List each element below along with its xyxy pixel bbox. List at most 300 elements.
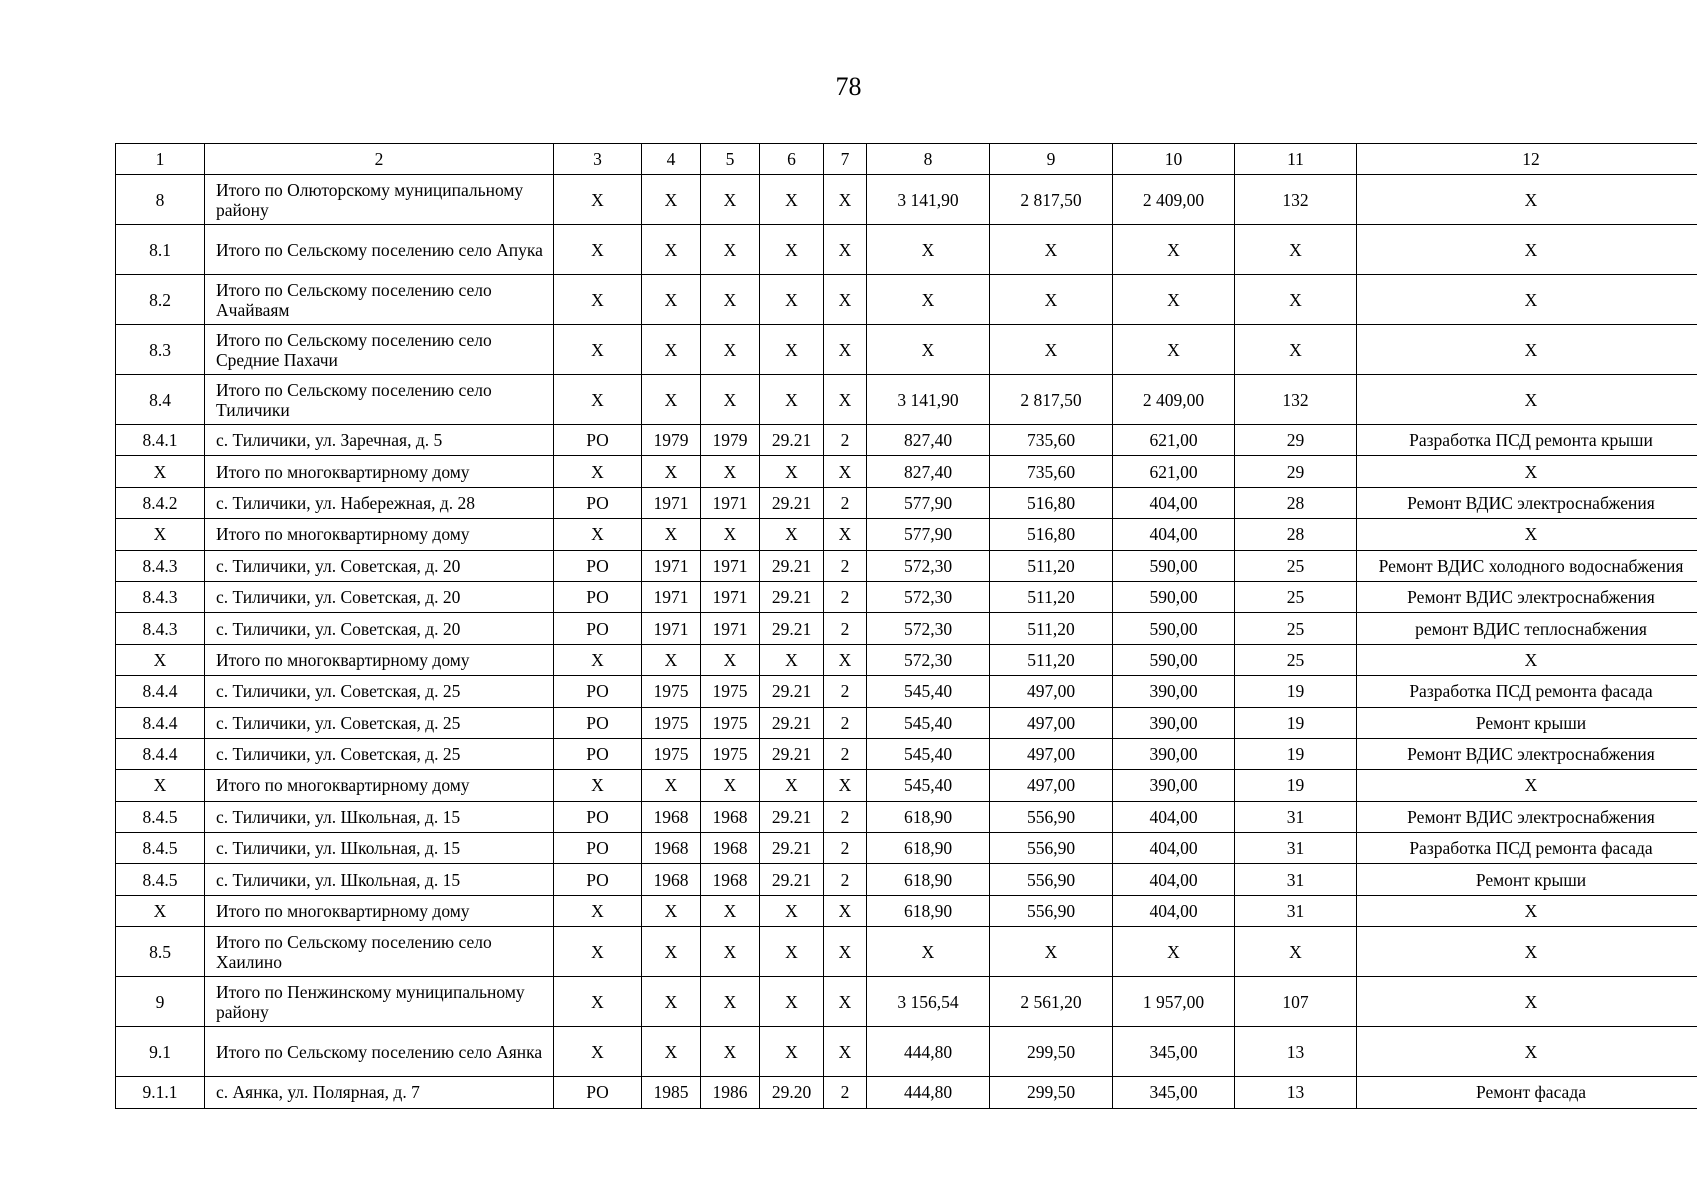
- floors-cell: 2: [824, 833, 867, 864]
- year-commissioned-cell: X: [701, 927, 760, 977]
- living-area-cell: 511,20: [990, 644, 1113, 675]
- table-row: [116, 487, 1697, 518]
- address-cell: с. Тиличики, ул. Заречная, д. 5: [205, 425, 554, 456]
- year-commissioned-cell: 1968: [701, 833, 760, 864]
- residential-area-cell: 404,00: [1113, 864, 1235, 895]
- table-row: [116, 550, 1697, 581]
- total-area-cell: 3 156,54: [867, 977, 990, 1027]
- code-cell: 29.21: [760, 707, 824, 738]
- header-cell: 10: [1113, 144, 1235, 175]
- work-type-cell: X: [1357, 325, 1697, 375]
- residents-cell: 19: [1235, 738, 1357, 769]
- header-cell: 1: [116, 144, 205, 175]
- floors-cell: X: [824, 770, 867, 801]
- floors-cell: 2: [824, 425, 867, 456]
- work-type-cell: X: [1357, 275, 1697, 325]
- work-type-cell: X: [1357, 1027, 1697, 1077]
- table-row: [116, 864, 1697, 895]
- code-cell: X: [760, 770, 824, 801]
- code-cell: 29.21: [760, 613, 824, 644]
- table-row: [116, 770, 1697, 801]
- header-cell: 11: [1235, 144, 1357, 175]
- row-number-cell: X: [116, 644, 205, 675]
- work-type-cell: X: [1357, 644, 1697, 675]
- residents-cell: 31: [1235, 864, 1357, 895]
- total-area-cell: 618,90: [867, 895, 990, 926]
- work-type-cell: Разработка ПСД ремонта фасада: [1357, 676, 1697, 707]
- code-cell: X: [760, 519, 824, 550]
- method-cell: X: [554, 175, 642, 225]
- floors-cell: X: [824, 325, 867, 375]
- address-cell: с. Тиличики, ул. Набережная, д. 28: [205, 487, 554, 518]
- code-cell: X: [760, 895, 824, 926]
- code-cell: X: [760, 375, 824, 425]
- address-cell: с. Тиличики, ул. Школьная, д. 15: [205, 801, 554, 832]
- total-area-cell: 3 141,90: [867, 375, 990, 425]
- living-area-cell: X: [990, 275, 1113, 325]
- year-built-cell: 1968: [642, 864, 701, 895]
- living-area-cell: 735,60: [990, 456, 1113, 487]
- total-area-cell: 444,80: [867, 1027, 990, 1077]
- method-cell: РО: [554, 550, 642, 581]
- method-cell: РО: [554, 613, 642, 644]
- floors-cell: X: [824, 275, 867, 325]
- header-cell: 12: [1357, 144, 1697, 175]
- table-row: [116, 1077, 1697, 1108]
- residents-cell: X: [1235, 325, 1357, 375]
- table-row: [116, 801, 1697, 832]
- total-area-cell: 545,40: [867, 738, 990, 769]
- year-built-cell: 1985: [642, 1077, 701, 1108]
- residents-cell: 132: [1235, 175, 1357, 225]
- floors-cell: X: [824, 519, 867, 550]
- method-cell: РО: [554, 833, 642, 864]
- residential-area-cell: 390,00: [1113, 707, 1235, 738]
- year-commissioned-cell: X: [701, 275, 760, 325]
- year-commissioned-cell: 1975: [701, 676, 760, 707]
- address-cell: Итого по Сельскому поселению село Тиличики: [205, 375, 554, 425]
- living-area-cell: 516,80: [990, 519, 1113, 550]
- table-row: [116, 519, 1697, 550]
- method-cell: РО: [554, 581, 642, 612]
- table-row: [116, 1027, 1697, 1077]
- residents-cell: 29: [1235, 425, 1357, 456]
- year-commissioned-cell: 1979: [701, 425, 760, 456]
- row-number-cell: 8.4: [116, 375, 205, 425]
- code-cell: X: [760, 325, 824, 375]
- residential-area-cell: X: [1113, 225, 1235, 275]
- year-built-cell: 1971: [642, 613, 701, 644]
- address-cell: с. Тиличики, ул. Школьная, д. 15: [205, 833, 554, 864]
- residents-cell: 19: [1235, 707, 1357, 738]
- year-commissioned-cell: 1971: [701, 581, 760, 612]
- residential-area-cell: X: [1113, 325, 1235, 375]
- year-commissioned-cell: X: [701, 325, 760, 375]
- code-cell: X: [760, 927, 824, 977]
- table-row: [116, 738, 1697, 769]
- year-commissioned-cell: 1975: [701, 738, 760, 769]
- method-cell: X: [554, 519, 642, 550]
- work-type-cell: X: [1357, 770, 1697, 801]
- row-number-cell: X: [116, 895, 205, 926]
- residential-area-cell: 404,00: [1113, 487, 1235, 518]
- code-cell: 29.21: [760, 676, 824, 707]
- work-type-cell: X: [1357, 175, 1697, 225]
- header-cell: 5: [701, 144, 760, 175]
- year-commissioned-cell: X: [701, 644, 760, 675]
- method-cell: X: [554, 275, 642, 325]
- floors-cell: 2: [824, 707, 867, 738]
- residential-area-cell: 390,00: [1113, 676, 1235, 707]
- residential-area-cell: 404,00: [1113, 519, 1235, 550]
- row-number-cell: 9.1: [116, 1027, 205, 1077]
- residential-area-cell: 390,00: [1113, 770, 1235, 801]
- year-commissioned-cell: 1971: [701, 550, 760, 581]
- year-commissioned-cell: 1971: [701, 487, 760, 518]
- floors-cell: 2: [824, 801, 867, 832]
- table-row: [116, 707, 1697, 738]
- table-row: [116, 676, 1697, 707]
- year-built-cell: X: [642, 977, 701, 1027]
- row-number-cell: 8.4.2: [116, 487, 205, 518]
- total-area-cell: 827,40: [867, 425, 990, 456]
- year-commissioned-cell: X: [701, 456, 760, 487]
- living-area-cell: X: [990, 927, 1113, 977]
- address-cell: с. Тиличики, ул. Советская, д. 25: [205, 676, 554, 707]
- total-area-cell: X: [867, 225, 990, 275]
- residential-area-cell: 2 409,00: [1113, 375, 1235, 425]
- code-cell: X: [760, 977, 824, 1027]
- total-area-cell: 545,40: [867, 707, 990, 738]
- code-cell: 29.21: [760, 738, 824, 769]
- residents-cell: 28: [1235, 519, 1357, 550]
- residents-cell: 25: [1235, 581, 1357, 612]
- total-area-cell: 618,90: [867, 864, 990, 895]
- code-cell: X: [760, 275, 824, 325]
- year-built-cell: X: [642, 225, 701, 275]
- living-area-cell: 735,60: [990, 425, 1113, 456]
- residents-cell: 107: [1235, 977, 1357, 1027]
- table-row: [116, 375, 1697, 425]
- work-type-cell: Ремонт ВДИС электроснабжения: [1357, 581, 1697, 612]
- living-area-cell: 511,20: [990, 581, 1113, 612]
- year-commissioned-cell: X: [701, 519, 760, 550]
- year-commissioned-cell: 1971: [701, 613, 760, 644]
- floors-cell: X: [824, 456, 867, 487]
- work-type-cell: X: [1357, 895, 1697, 926]
- work-type-cell: X: [1357, 456, 1697, 487]
- total-area-cell: 577,90: [867, 519, 990, 550]
- table-row: [116, 325, 1697, 375]
- row-number-cell: 8.4.3: [116, 550, 205, 581]
- row-number-cell: 8.4.5: [116, 833, 205, 864]
- total-area-cell: X: [867, 275, 990, 325]
- method-cell: X: [554, 770, 642, 801]
- residential-area-cell: 404,00: [1113, 833, 1235, 864]
- work-type-cell: Ремонт фасада: [1357, 1077, 1697, 1108]
- living-area-cell: 497,00: [990, 676, 1113, 707]
- living-area-cell: 511,20: [990, 613, 1113, 644]
- row-number-cell: X: [116, 456, 205, 487]
- residential-area-cell: 345,00: [1113, 1027, 1235, 1077]
- residential-area-cell: X: [1113, 927, 1235, 977]
- living-area-cell: 511,20: [990, 550, 1113, 581]
- address-cell: Итого по многоквартирному дому: [205, 456, 554, 487]
- row-number-cell: 8.4.4: [116, 707, 205, 738]
- total-area-cell: 618,90: [867, 833, 990, 864]
- living-area-cell: 2 817,50: [990, 175, 1113, 225]
- total-area-cell: 572,30: [867, 550, 990, 581]
- residents-cell: 132: [1235, 375, 1357, 425]
- residential-area-cell: 1 957,00: [1113, 977, 1235, 1027]
- address-cell: Итого по Сельскому поселению село Аянка: [205, 1027, 554, 1077]
- year-built-cell: X: [642, 456, 701, 487]
- residential-area-cell: 2 409,00: [1113, 175, 1235, 225]
- year-built-cell: 1968: [642, 801, 701, 832]
- year-commissioned-cell: 1975: [701, 707, 760, 738]
- capital-repair-table: [115, 143, 1697, 1109]
- residential-area-cell: 404,00: [1113, 801, 1235, 832]
- floors-cell: 2: [824, 1077, 867, 1108]
- header-cell: 4: [642, 144, 701, 175]
- method-cell: X: [554, 325, 642, 375]
- year-built-cell: 1971: [642, 581, 701, 612]
- address-cell: Итого по Сельскому поселению село Средние Пахачи: [205, 325, 554, 375]
- address-cell: с. Тиличики, ул. Советская, д. 25: [205, 707, 554, 738]
- living-area-cell: X: [990, 225, 1113, 275]
- residential-area-cell: 590,00: [1113, 550, 1235, 581]
- page-number: 78: [835, 72, 862, 101]
- living-area-cell: 556,90: [990, 864, 1113, 895]
- address-cell: Итого по Олюторскому муниципальному району: [205, 175, 554, 225]
- residents-cell: 31: [1235, 895, 1357, 926]
- address-cell: с. Тиличики, ул. Советская, д. 20: [205, 550, 554, 581]
- year-commissioned-cell: 1986: [701, 1077, 760, 1108]
- row-number-cell: 8.4.3: [116, 581, 205, 612]
- floors-cell: 2: [824, 864, 867, 895]
- residential-area-cell: 390,00: [1113, 738, 1235, 769]
- method-cell: X: [554, 927, 642, 977]
- header-cell: 8: [867, 144, 990, 175]
- row-number-cell: 8.4.3: [116, 613, 205, 644]
- living-area-cell: 2 817,50: [990, 375, 1113, 425]
- year-built-cell: X: [642, 927, 701, 977]
- address-cell: Итого по Пенжинскому муниципальному району: [205, 977, 554, 1027]
- table-row: [116, 927, 1697, 977]
- work-type-cell: Ремонт крыши: [1357, 707, 1697, 738]
- year-built-cell: X: [642, 1027, 701, 1077]
- floors-cell: 2: [824, 676, 867, 707]
- table-row: [116, 644, 1697, 675]
- work-type-cell: ремонт ВДИС теплоснабжения: [1357, 613, 1697, 644]
- work-type-cell: Ремонт ВДИС электроснабжения: [1357, 487, 1697, 518]
- work-type-cell: X: [1357, 977, 1697, 1027]
- code-cell: 29.21: [760, 833, 824, 864]
- floors-cell: 2: [824, 581, 867, 612]
- address-cell: Итого по Сельскому поселению село Апука: [205, 225, 554, 275]
- code-cell: 29.21: [760, 487, 824, 518]
- address-cell: с. Тиличики, ул. Советская, д. 20: [205, 581, 554, 612]
- code-cell: 29.20: [760, 1077, 824, 1108]
- table-row: [116, 977, 1697, 1027]
- address-cell: Итого по Сельскому поселению село Ачайваям: [205, 275, 554, 325]
- floors-cell: X: [824, 895, 867, 926]
- year-built-cell: X: [642, 275, 701, 325]
- method-cell: РО: [554, 1077, 642, 1108]
- method-cell: РО: [554, 425, 642, 456]
- row-number-cell: 8.5: [116, 927, 205, 977]
- row-number-cell: 9: [116, 977, 205, 1027]
- address-cell: с. Тиличики, ул. Советская, д. 25: [205, 738, 554, 769]
- code-cell: X: [760, 175, 824, 225]
- code-cell: X: [760, 1027, 824, 1077]
- year-built-cell: 1979: [642, 425, 701, 456]
- method-cell: X: [554, 225, 642, 275]
- year-commissioned-cell: X: [701, 1027, 760, 1077]
- residential-area-cell: 404,00: [1113, 895, 1235, 926]
- row-number-cell: 9.1.1: [116, 1077, 205, 1108]
- code-cell: 29.21: [760, 581, 824, 612]
- work-type-cell: X: [1357, 519, 1697, 550]
- residents-cell: X: [1235, 927, 1357, 977]
- year-commissioned-cell: 1968: [701, 801, 760, 832]
- work-type-cell: X: [1357, 225, 1697, 275]
- work-type-cell: X: [1357, 927, 1697, 977]
- residents-cell: X: [1235, 225, 1357, 275]
- residential-area-cell: 345,00: [1113, 1077, 1235, 1108]
- method-cell: РО: [554, 487, 642, 518]
- code-cell: X: [760, 456, 824, 487]
- table-row: [116, 225, 1697, 275]
- work-type-cell: Ремонт ВДИС холодного водоснабжения: [1357, 550, 1697, 581]
- floors-cell: 2: [824, 738, 867, 769]
- work-type-cell: Разработка ПСД ремонта фасада: [1357, 833, 1697, 864]
- residents-cell: 25: [1235, 644, 1357, 675]
- table-row: [116, 175, 1697, 225]
- method-cell: X: [554, 1027, 642, 1077]
- method-cell: РО: [554, 707, 642, 738]
- header-cell: 9: [990, 144, 1113, 175]
- total-area-cell: X: [867, 927, 990, 977]
- method-cell: X: [554, 375, 642, 425]
- year-built-cell: X: [642, 325, 701, 375]
- year-built-cell: 1971: [642, 487, 701, 518]
- address-cell: с. Тиличики, ул. Советская, д. 20: [205, 613, 554, 644]
- floors-cell: X: [824, 927, 867, 977]
- method-cell: X: [554, 895, 642, 926]
- residents-cell: X: [1235, 275, 1357, 325]
- residents-cell: 29: [1235, 456, 1357, 487]
- code-cell: X: [760, 644, 824, 675]
- year-built-cell: X: [642, 175, 701, 225]
- row-number-cell: 8.4.1: [116, 425, 205, 456]
- table-row: [116, 275, 1697, 325]
- year-built-cell: X: [642, 519, 701, 550]
- total-area-cell: 577,90: [867, 487, 990, 518]
- method-cell: X: [554, 977, 642, 1027]
- work-type-cell: Ремонт крыши: [1357, 864, 1697, 895]
- residents-cell: 31: [1235, 833, 1357, 864]
- residential-area-cell: 590,00: [1113, 613, 1235, 644]
- year-built-cell: X: [642, 770, 701, 801]
- method-cell: РО: [554, 801, 642, 832]
- header-cell: 7: [824, 144, 867, 175]
- floors-cell: X: [824, 225, 867, 275]
- address-cell: с. Аянка, ул. Полярная, д. 7: [205, 1077, 554, 1108]
- address-cell: Итого по многоквартирному дому: [205, 895, 554, 926]
- living-area-cell: 299,50: [990, 1077, 1113, 1108]
- year-commissioned-cell: 1968: [701, 864, 760, 895]
- living-area-cell: 2 561,20: [990, 977, 1113, 1027]
- residents-cell: 28: [1235, 487, 1357, 518]
- table-row: [116, 613, 1697, 644]
- method-cell: X: [554, 644, 642, 675]
- method-cell: РО: [554, 738, 642, 769]
- total-area-cell: 572,30: [867, 644, 990, 675]
- year-built-cell: 1971: [642, 550, 701, 581]
- header-cell: 3: [554, 144, 642, 175]
- residential-area-cell: 621,00: [1113, 425, 1235, 456]
- table-row: [116, 581, 1697, 612]
- row-number-cell: 8.4.4: [116, 676, 205, 707]
- row-number-cell: 8.4.5: [116, 864, 205, 895]
- residents-cell: 13: [1235, 1027, 1357, 1077]
- work-type-cell: Ремонт ВДИС электроснабжения: [1357, 801, 1697, 832]
- living-area-cell: 516,80: [990, 487, 1113, 518]
- year-built-cell: 1975: [642, 676, 701, 707]
- year-built-cell: 1975: [642, 738, 701, 769]
- row-number-cell: 8.2: [116, 275, 205, 325]
- living-area-cell: 497,00: [990, 707, 1113, 738]
- residents-cell: 25: [1235, 613, 1357, 644]
- floors-cell: X: [824, 1027, 867, 1077]
- living-area-cell: X: [990, 325, 1113, 375]
- code-cell: 29.21: [760, 425, 824, 456]
- table-body: [116, 144, 1697, 1109]
- year-built-cell: 1968: [642, 833, 701, 864]
- residential-area-cell: 590,00: [1113, 581, 1235, 612]
- residents-cell: 19: [1235, 676, 1357, 707]
- residents-cell: 19: [1235, 770, 1357, 801]
- year-commissioned-cell: X: [701, 225, 760, 275]
- living-area-cell: 556,90: [990, 833, 1113, 864]
- living-area-cell: 556,90: [990, 801, 1113, 832]
- method-cell: X: [554, 456, 642, 487]
- row-number-cell: X: [116, 770, 205, 801]
- year-built-cell: X: [642, 375, 701, 425]
- floors-cell: 2: [824, 487, 867, 518]
- total-area-cell: 3 141,90: [867, 175, 990, 225]
- residential-area-cell: 621,00: [1113, 456, 1235, 487]
- work-type-cell: Разработка ПСД ремонта крыши: [1357, 425, 1697, 456]
- row-number-cell: 8.1: [116, 225, 205, 275]
- year-commissioned-cell: X: [701, 977, 760, 1027]
- address-cell: Итого по многоквартирному дому: [205, 770, 554, 801]
- code-cell: 29.21: [760, 801, 824, 832]
- header-cell: 6: [760, 144, 824, 175]
- year-commissioned-cell: X: [701, 770, 760, 801]
- living-area-cell: 497,00: [990, 770, 1113, 801]
- work-type-cell: X: [1357, 375, 1697, 425]
- row-number-cell: 8: [116, 175, 205, 225]
- row-number-cell: X: [116, 519, 205, 550]
- code-cell: 29.21: [760, 550, 824, 581]
- residential-area-cell: X: [1113, 275, 1235, 325]
- total-area-cell: X: [867, 325, 990, 375]
- row-number-cell: 8.3: [116, 325, 205, 375]
- year-commissioned-cell: X: [701, 375, 760, 425]
- total-area-cell: 572,30: [867, 581, 990, 612]
